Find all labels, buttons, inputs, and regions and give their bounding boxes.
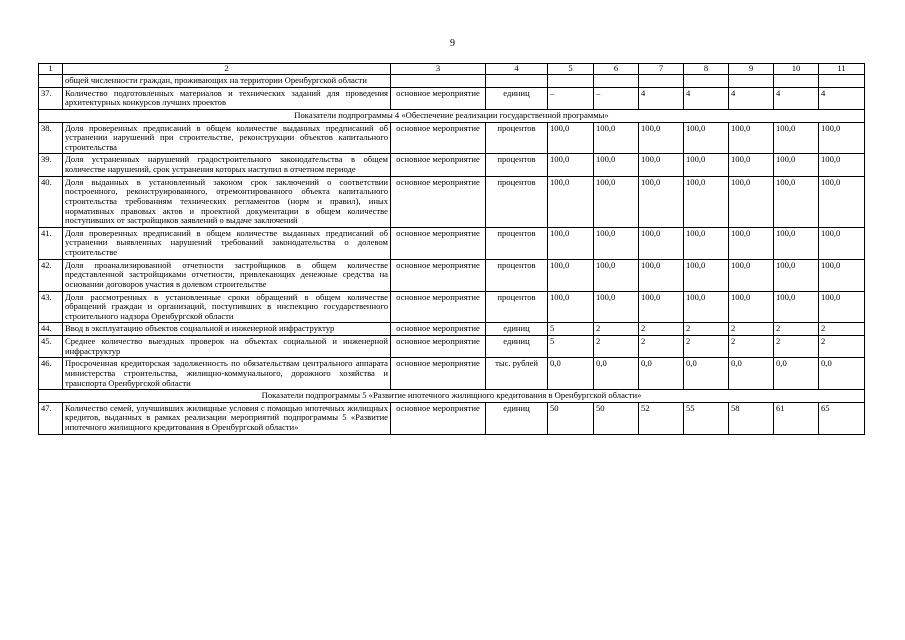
- indicator-name: Количество семей, улучшивших жилищные условия с помощью ипотечных жилищных кредитов, выданных в рамках реализации мероприятий подпрограммы 5 «Развитие ипотечного жилищного кредитования в Оренбургской области»: [63, 402, 391, 434]
- indicator-value: 0,0: [684, 358, 729, 390]
- indicator-value: 2: [729, 323, 774, 336]
- indicator-value: 100,0: [774, 176, 819, 227]
- indicator-value: 2: [819, 323, 865, 336]
- indicator-value: 100,0: [594, 259, 639, 291]
- indicator-value: 2: [684, 323, 729, 336]
- indicator-value: 5: [548, 323, 594, 336]
- indicator-name: общей численности граждан, проживающих на территории Оренбургской области: [63, 75, 391, 88]
- event-type: основное мероприятие: [391, 227, 486, 259]
- indicator-value: [819, 75, 865, 88]
- indicator-value: 100,0: [684, 259, 729, 291]
- column-number: 5: [548, 64, 594, 75]
- column-number: 1: [39, 64, 63, 75]
- indicator-value: 100,0: [594, 227, 639, 259]
- event-type: основное мероприятие: [391, 154, 486, 176]
- indicator-value: 100,0: [548, 122, 594, 154]
- indicator-name: Доля проверенных предписаний в общем количестве выданных предписаний об устранении выявленных нарушений требований законодательства о долевом строительстве: [63, 227, 391, 259]
- unit-of-measure: единиц: [486, 323, 548, 336]
- indicator-value: 100,0: [819, 291, 865, 323]
- indicator-value: 100,0: [774, 122, 819, 154]
- indicator-value: 2: [639, 323, 684, 336]
- indicator-value: 100,0: [548, 259, 594, 291]
- indicator-value: 100,0: [819, 154, 865, 176]
- indicator-value: 58: [729, 402, 774, 434]
- indicator-value: 100,0: [548, 176, 594, 227]
- row-number: 45.: [39, 336, 63, 358]
- row-number: 42.: [39, 259, 63, 291]
- indicator-value: [548, 75, 594, 88]
- indicator-value: [729, 75, 774, 88]
- unit-of-measure: единиц: [486, 402, 548, 434]
- indicator-value: 100,0: [639, 291, 684, 323]
- row-number: 44.: [39, 323, 63, 336]
- indicator-value: 100,0: [819, 259, 865, 291]
- column-number: 2: [63, 64, 391, 75]
- unit-of-measure: процентов: [486, 227, 548, 259]
- indicator-value: 2: [729, 336, 774, 358]
- indicator-value: 100,0: [729, 122, 774, 154]
- section-title: Показатели подпрограммы 4 «Обеспечение реализации государственной программы»: [39, 109, 865, 122]
- unit-of-measure: процентов: [486, 154, 548, 176]
- table-row: [39, 259, 865, 291]
- table-row: [39, 358, 865, 390]
- indicator-value: 100,0: [548, 227, 594, 259]
- event-type: основное мероприятие: [391, 122, 486, 154]
- row-number: 40.: [39, 176, 63, 227]
- event-type: основное мероприятие: [391, 176, 486, 227]
- row-number: 46.: [39, 358, 63, 390]
- indicator-value: 4: [684, 87, 729, 109]
- indicator-value: 0,0: [774, 358, 819, 390]
- event-type: основное мероприятие: [391, 291, 486, 323]
- unit-of-measure: единиц: [486, 336, 548, 358]
- table-row: [39, 227, 865, 259]
- indicator-value: 5: [548, 336, 594, 358]
- unit-of-measure: процентов: [486, 176, 548, 227]
- indicator-value: 0,0: [819, 358, 865, 390]
- event-type: основное мероприятие: [391, 336, 486, 358]
- indicators-table: [38, 63, 865, 435]
- event-type: основное мероприятие: [391, 87, 486, 109]
- indicator-value: 100,0: [729, 176, 774, 227]
- indicator-name: Доля рассмотренных в установленные сроки обращений в общем количестве обращений граждан и организаций, поступивших в инспекцию государственного строительного надзора Оренбургской области: [63, 291, 391, 323]
- indicator-name: Количество подготовленных материалов и технических заданий для проведения архитектурных конкурсов лучших проектов: [63, 87, 391, 109]
- row-number: [39, 75, 63, 88]
- table-row: [39, 323, 865, 336]
- indicator-value: 100,0: [774, 291, 819, 323]
- page-number: 9: [450, 38, 455, 49]
- table-row: [39, 336, 865, 358]
- table-row: [39, 87, 865, 109]
- indicator-value: 4: [774, 87, 819, 109]
- unit-of-measure: процентов: [486, 291, 548, 323]
- column-number: 7: [639, 64, 684, 75]
- indicator-value: [639, 75, 684, 88]
- section-header-row: [39, 109, 865, 122]
- indicator-value: 100,0: [729, 259, 774, 291]
- indicator-value: 4: [729, 87, 774, 109]
- table-row: [39, 75, 865, 88]
- indicator-value: 2: [639, 336, 684, 358]
- indicator-value: 100,0: [729, 291, 774, 323]
- indicator-value: 100,0: [774, 259, 819, 291]
- indicator-value: 100,0: [819, 176, 865, 227]
- indicator-value: 100,0: [729, 227, 774, 259]
- indicator-name: Доля проверенных предписаний в общем количестве выданных предписаний об устранении нарушений при строительстве, реконструкции объектов капитального строительства: [63, 122, 391, 154]
- table-row: [39, 402, 865, 434]
- column-number: 8: [684, 64, 729, 75]
- table-row: [39, 176, 865, 227]
- indicator-value: 55: [684, 402, 729, 434]
- indicator-value: 100,0: [684, 122, 729, 154]
- indicator-value: 100,0: [594, 176, 639, 227]
- indicator-name: Доля выданных в установленный законом срок заключений о соответствии построенного, реконструированного, отремонтированного объекта капитального строительства требованиям технических регламентов (норм и правил), иных нормативных правовых актов и проектной документации в общем количестве поступивших от застройщиков заявлений о выдаче заключений: [63, 176, 391, 227]
- indicator-value: 100,0: [548, 291, 594, 323]
- indicator-value: 100,0: [729, 154, 774, 176]
- event-type: [391, 75, 486, 88]
- table-body: [39, 64, 865, 435]
- indicator-value: 0,0: [639, 358, 684, 390]
- indicator-value: –: [548, 87, 594, 109]
- indicator-value: 50: [548, 402, 594, 434]
- indicator-value: 100,0: [819, 227, 865, 259]
- indicator-value: 100,0: [639, 122, 684, 154]
- row-number: 41.: [39, 227, 63, 259]
- section-header-row: [39, 390, 865, 403]
- indicator-value: 100,0: [548, 154, 594, 176]
- event-type: основное мероприятие: [391, 259, 486, 291]
- indicator-value: 52: [639, 402, 684, 434]
- indicator-value: 2: [774, 323, 819, 336]
- indicator-value: 65: [819, 402, 865, 434]
- indicator-value: 2: [594, 336, 639, 358]
- indicator-value: 100,0: [639, 227, 684, 259]
- indicator-value: 50: [594, 402, 639, 434]
- indicator-name: Просроченная кредиторская задолженность по обязательствам центрального аппарата министерства строительства, жилищно-коммунального, дорожного хозяйства и транспорта Оренбургской области: [63, 358, 391, 390]
- unit-of-measure: [486, 75, 548, 88]
- table-row: [39, 291, 865, 323]
- indicator-value: 100,0: [684, 291, 729, 323]
- indicator-value: 100,0: [639, 176, 684, 227]
- indicator-value: 100,0: [639, 259, 684, 291]
- column-number: 10: [774, 64, 819, 75]
- row-number: 37.: [39, 87, 63, 109]
- indicator-value: 2: [594, 323, 639, 336]
- indicator-value: 100,0: [639, 154, 684, 176]
- indicator-value: [684, 75, 729, 88]
- indicator-value: 100,0: [594, 291, 639, 323]
- column-number: 11: [819, 64, 865, 75]
- indicator-value: 2: [774, 336, 819, 358]
- indicator-value: 0,0: [729, 358, 774, 390]
- indicator-value: 100,0: [774, 154, 819, 176]
- indicator-value: 2: [684, 336, 729, 358]
- row-number: 43.: [39, 291, 63, 323]
- event-type: основное мероприятие: [391, 358, 486, 390]
- indicator-value: 100,0: [684, 227, 729, 259]
- unit-of-measure: единиц: [486, 87, 548, 109]
- indicator-value: [774, 75, 819, 88]
- indicator-value: 61: [774, 402, 819, 434]
- event-type: основное мероприятие: [391, 402, 486, 434]
- unit-of-measure: процентов: [486, 122, 548, 154]
- unit-of-measure: тыс. рублей: [486, 358, 548, 390]
- indicator-value: 4: [819, 87, 865, 109]
- indicator-value: 100,0: [819, 122, 865, 154]
- row-number: 38.: [39, 122, 63, 154]
- table-row: [39, 122, 865, 154]
- column-number: 3: [391, 64, 486, 75]
- indicator-name: Доля устраненных нарушений градостроительного законодательства в общем количестве нарушений, срок устранения которых наступил в отчетном периоде: [63, 154, 391, 176]
- indicator-value: [594, 75, 639, 88]
- indicator-value: 100,0: [684, 176, 729, 227]
- column-number: 9: [729, 64, 774, 75]
- event-type: основное мероприятие: [391, 323, 486, 336]
- row-number: 47.: [39, 402, 63, 434]
- indicator-value: 100,0: [594, 122, 639, 154]
- indicator-name: Среднее количество выездных проверок на объектах социальной и инженерной инфраструктур: [63, 336, 391, 358]
- indicator-value: 100,0: [774, 227, 819, 259]
- indicator-value: 0,0: [548, 358, 594, 390]
- indicator-value: 2: [819, 336, 865, 358]
- column-number: 4: [486, 64, 548, 75]
- section-title: Показатели подпрограммы 5 «Развитие ипотечного жилищного кредитования в Оренбургской области»: [39, 390, 865, 403]
- indicator-value: 100,0: [684, 154, 729, 176]
- indicator-value: 0,0: [594, 358, 639, 390]
- indicator-value: –: [594, 87, 639, 109]
- column-number: 6: [594, 64, 639, 75]
- unit-of-measure: процентов: [486, 259, 548, 291]
- indicator-name: Ввод в эксплуатацию объектов социальной и инженерной инфраструктур: [63, 323, 391, 336]
- column-number-row: [39, 64, 865, 75]
- row-number: 39.: [39, 154, 63, 176]
- indicator-name: Доля проанализированной отчетности застройщиков в общем количестве представленной застройщиками отчетности, привлекающих денежные средства на основании договоров участия в долевом строительстве: [63, 259, 391, 291]
- indicator-value: 100,0: [594, 154, 639, 176]
- indicator-value: 4: [639, 87, 684, 109]
- table-row: [39, 154, 865, 176]
